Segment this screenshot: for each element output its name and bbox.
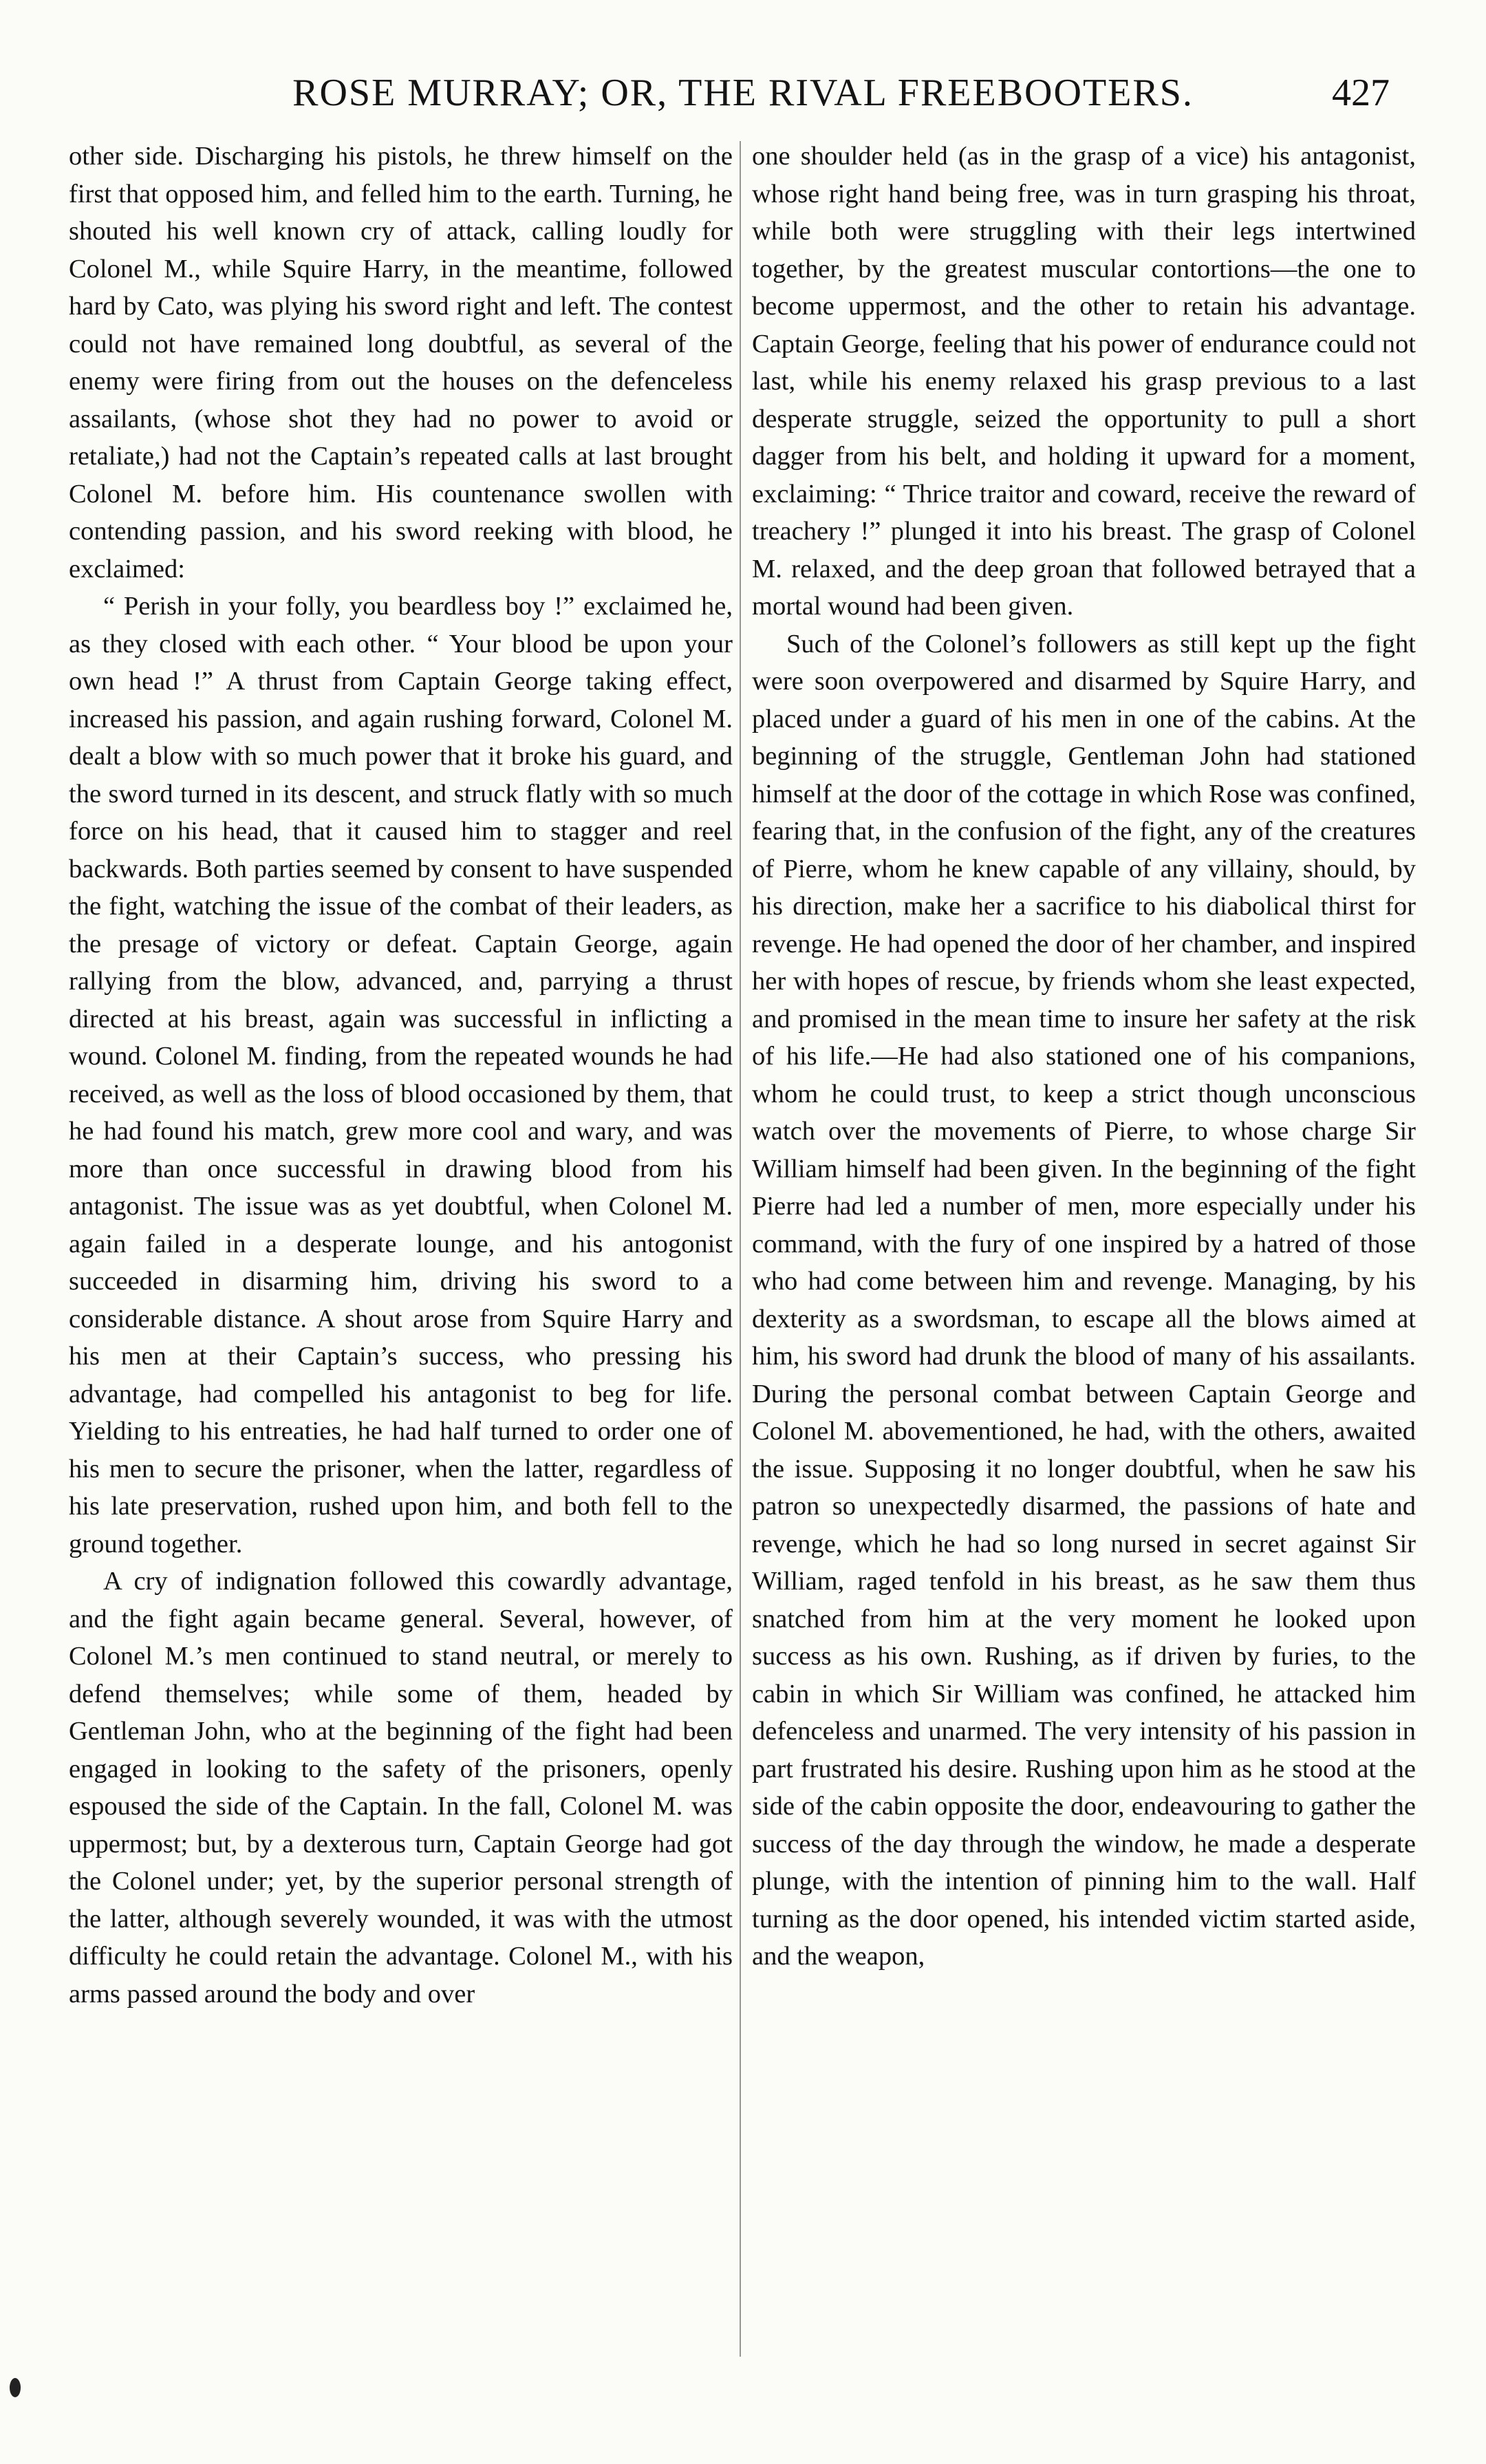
running-head: [83, 65, 1403, 120]
page-number: 427: [1332, 72, 1390, 114]
paragraph: one shoulder held (as in the grasp of a vice) his antagonist, whose right hand being free, was in turn grasping his throat, while both were struggling with their legs intertwined together, by the greatest muscular contortions—the one to become uppermost, and the other to retain his advantage. Captain George, feeling that his power of endurance could not last, while his enemy relaxed his grasp previous to a last desperate struggle, seized the opportunity to pull a short dagger from his belt, and holding it upward for a moment, exclaiming: “ Thrice traitor and coward, receive the reward of treachery !” plunged it into his breast. The grasp of Colonel M. relaxed, and the deep groan that followed betrayed that a mortal wound had been given.: [752, 142, 1416, 621]
column-divider: [740, 141, 741, 2357]
paragraph: Such of the Colonel’s followers as still kept up the fight were soon overpowered and disarmed by Squire Harry, and placed under a guard of his men in one of the cabins. At the beginning of the struggle, Gentleman John had stationed himself at the door of the cottage in which Rose was confined, fearing that, in the confusion of the fight, any of the creatures of Pierre, whom he knew capable of any villainy, should, by his direction, make her a sacrifice to his diabolical thirst for revenge. He had opened the door of her chamber, and inspired her with hopes of rescue, by friends whom she least expected, and promised in the mean time to insure her safety at the risk of his life.—He had also stationed one of his companions, whom he could trust, to keep a strict though unconscious watch over the movements of Pierre, to whose charge Sir William himself had been given. In the beginning of the fight Pierre had led a number of men, more especially under his command, with the fury of one inspired by a hatred of those who had come between him and revenge. Managing, by his dexterity as a swordsman, to escape all the blows aimed at him, his sword had drunk the blood of many of his assailants. During the personal combat between Captain George and Colonel M. abovementioned, he had, with the others, awaited the issue. Supposing it no longer doubtful, when he saw his patron so unexpectedly disarmed, the passions of hate and revenge, which he had so long nursed in secret against Sir William, raged tenfold in his breast, as he saw them thus snatched from him at the very moment he looked upon success as his own. Rushing, as if driven by furies, to the cabin in which Sir William was confined, he attacked him defenceless and unarmed. The very intensity of his passion in part frustrated his desire. Rushing upon him as he stood at the side of the cabin opposite the door, endeavouring to gather the success of the day through the window, he made a desperate plunge, with the intention of pinning him to the wall. Half turning as the door opened, his intended victim started aside, and the weapon,: [752, 629, 1416, 1971]
left-column: [69, 138, 733, 2013]
running-title: ROSE MURRAY; OR, THE RIVAL FREEBOOTERS.: [292, 72, 1194, 114]
ink-speck: [10, 2378, 21, 2397]
paragraph: A cry of indignation followed this cowardly advantage, and the fight again became general. Several, however, of Colonel M.’s men continued to stand neutral, or merely to defend themselves; while some of them, headed by Gentleman John, who at the beginning of the fight had been engaged in looking to the safety of the prisoners, openly espoused the side of the Captain. In the fall, Colonel M. was uppermost; but, by a dexterous turn, Captain George had got the Colonel under; yet, by the superior personal strength of the latter, although severely wounded, it was with the utmost difficulty he could retain the advantage. Colonel M., with his arms passed around the body and over: [69, 1567, 733, 2008]
paragraph: “ Perish in your folly, you beardless boy !” exclaimed he, as they closed with each other. “ Your blood be upon your own head !” A thrust from Captain George taking effect, increased his passion, and again rushing forward, Colonel M. dealt a blow with so much power that it broke his guard, and the sword turned in its descent, and struck flatly with so much force on his head, that it caused him to stagger and reel backwards. Both parties seemed by consent to have suspended the fight, watching the issue of the combat of their leaders, as the presage of victory or defeat. Captain George, again rallying from the blow, advanced, and, parrying a thrust directed at his breast, again was successful in inflicting a wound. Colonel M. finding, from the repeated wounds he had received, as well as the loss of blood occasioned by them, that he had found his match, grew more cool and wary, and was more than once successful in drawing blood from his antagonist. The issue was as yet doubtful, when Colonel M. again failed in a desperate lounge, and his antogonist succeeded in disarming him, driving his sword to a considerable distance. A shout arose from Squire Harry and his men at their Captain’s success, who pressing his advantage, had compelled his antagonist to beg for life. Yielding to his entreaties, he had half turned to order one of his men to secure the prisoner, when the latter, regardless of his late preservation, rushed upon him, and both fell to the ground together.: [69, 592, 733, 1558]
paragraph: other side. Discharging his pistols, he threw himself on the first that opposed him, and felled him to the earth. Turning, he shouted his well known cry of attack, calling loudly for Colonel M., while Squire Harry, in the meantime, followed hard by Cato, was plying his sword right and left. The contest could not have remained long doubtful, as several of the enemy were firing from out the houses on the defenceless assailants, (whose shot they had no power to avoid or retaliate,) had not the Captain’s repeated calls at last brought Colonel M. before him. His countenance swollen with contending passion, and his sword reeking with blood, he exclaimed:: [69, 142, 733, 583]
right-column: [752, 138, 1416, 1975]
